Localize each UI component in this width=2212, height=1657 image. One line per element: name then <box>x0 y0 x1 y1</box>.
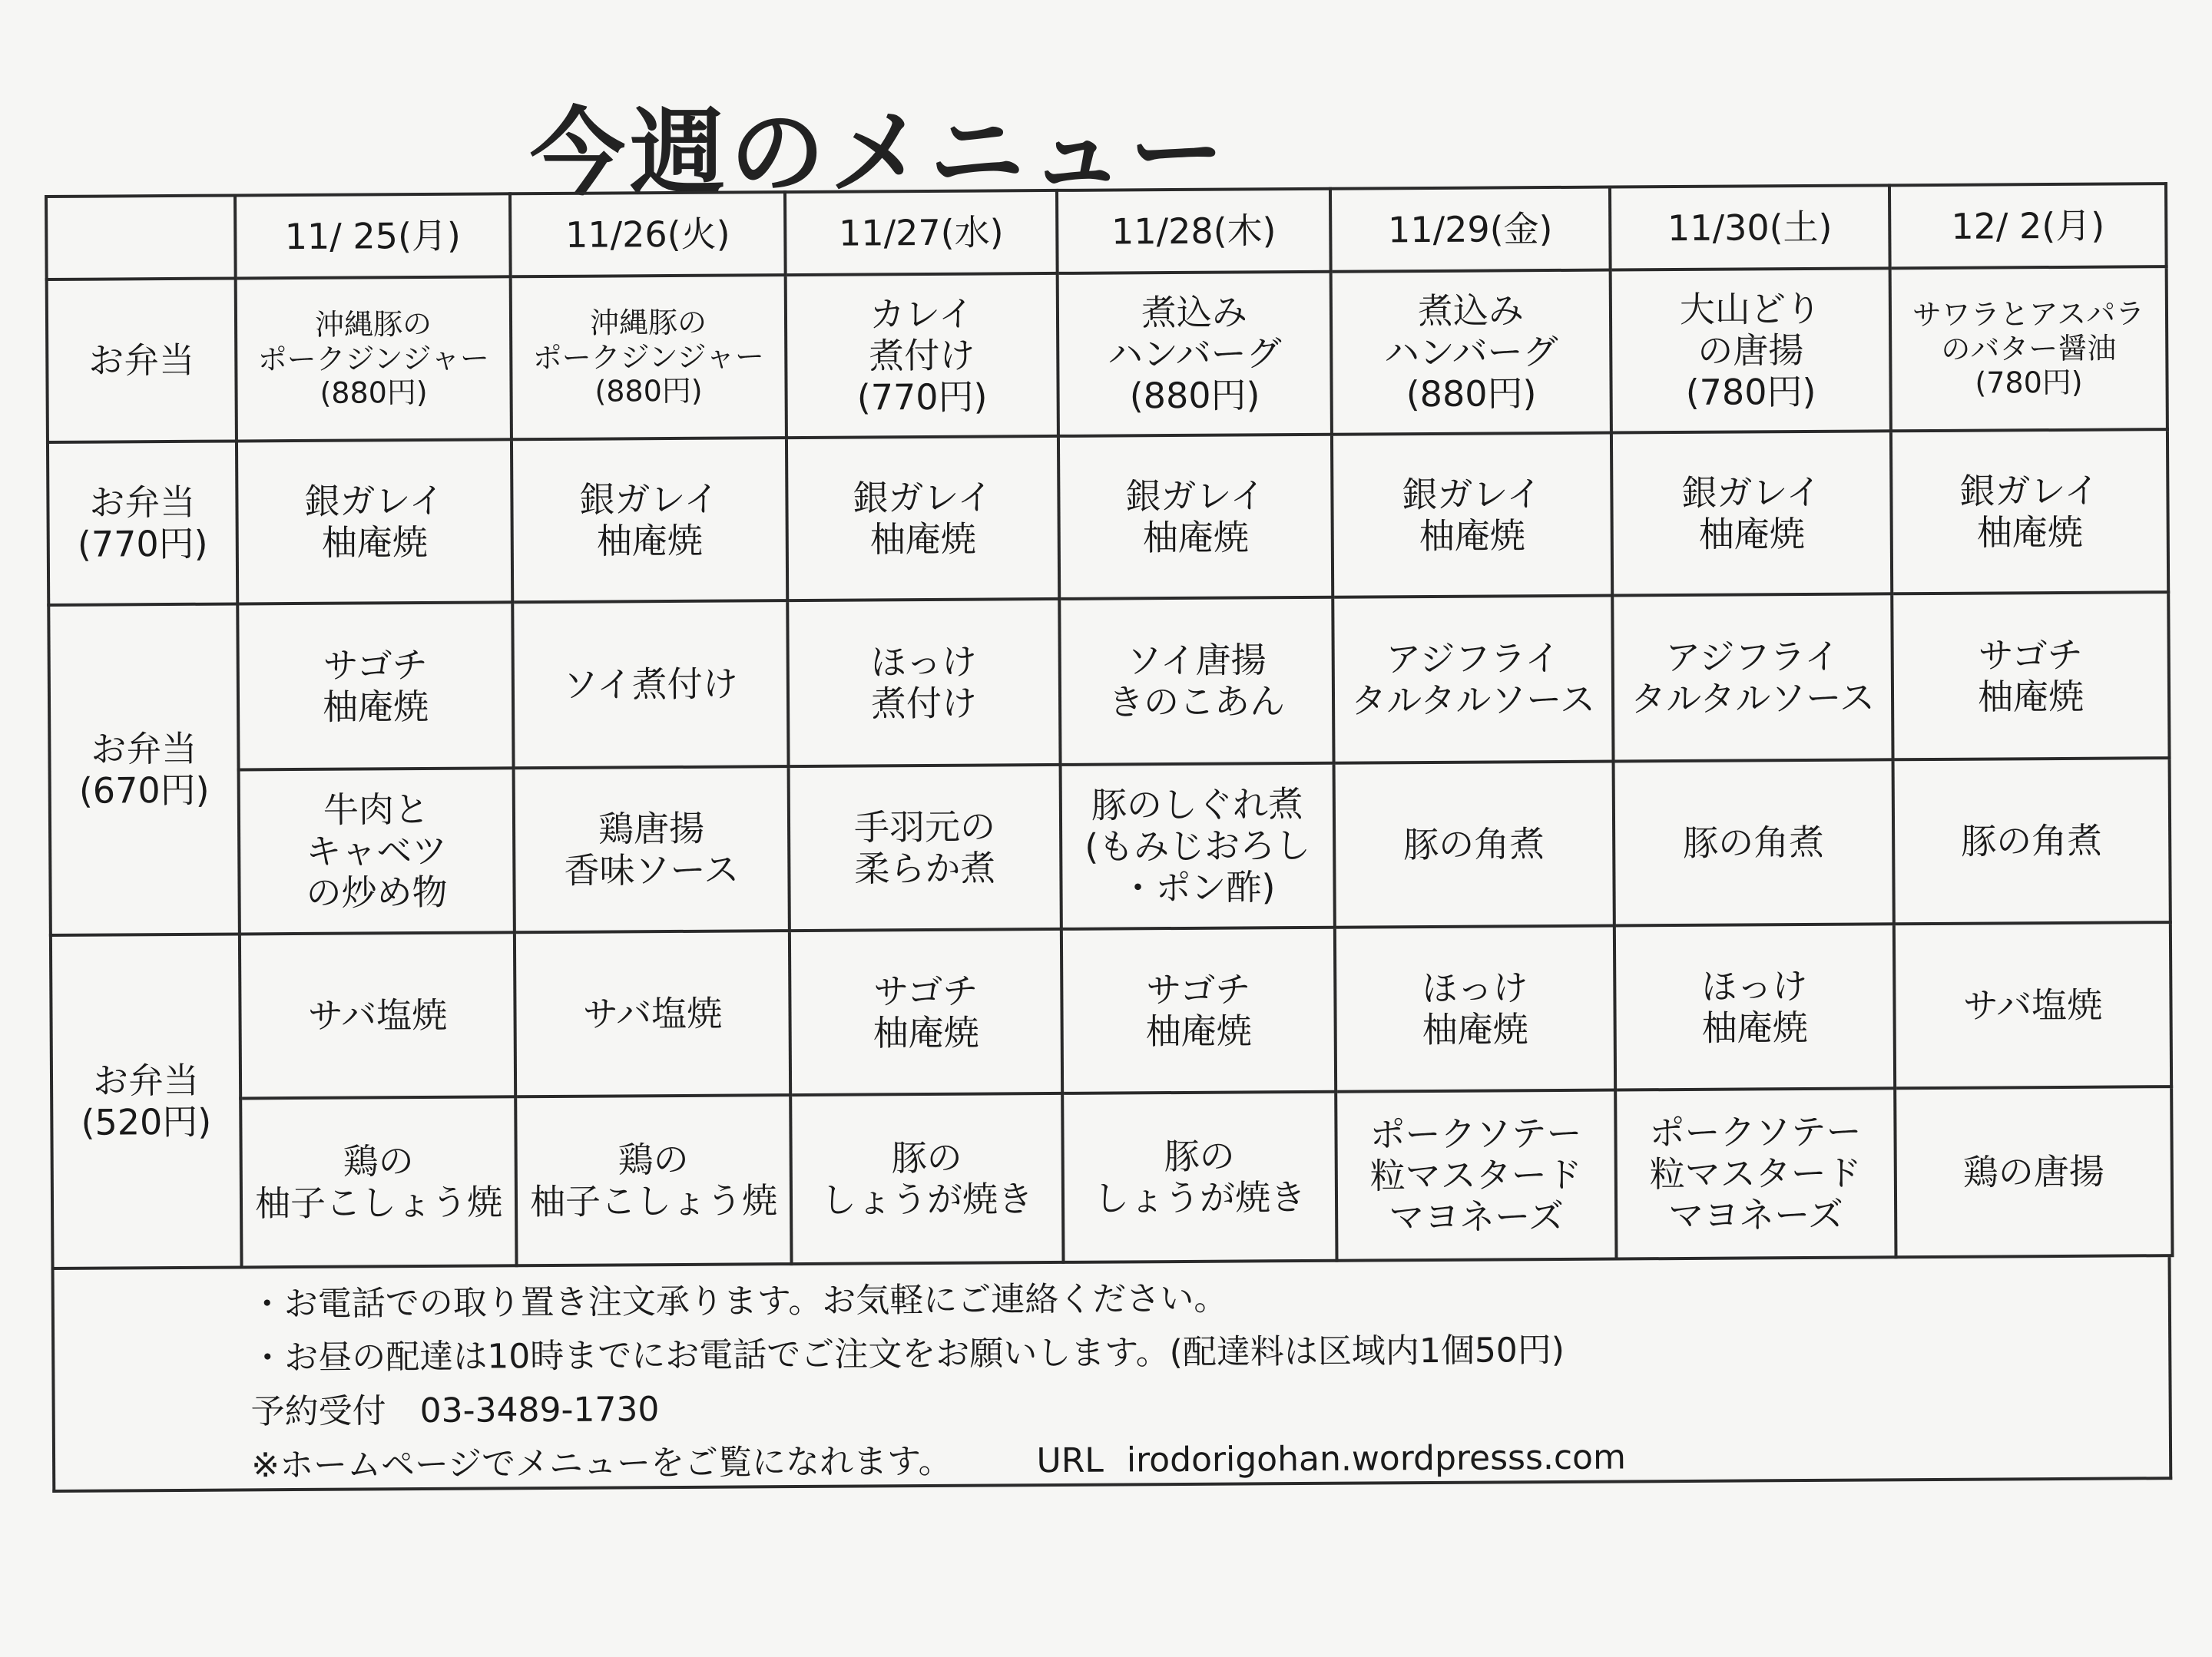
menu-item: 銀ガレイ 柚庵焼 <box>1332 433 1612 597</box>
menu-item: サバ塩焼 <box>240 932 515 1098</box>
menu-item: 銀ガレイ 柚庵焼 <box>512 438 787 602</box>
menu-item: サゴチ 柚庵焼 <box>790 929 1062 1095</box>
menu-item: 銀ガレイ 柚庵焼 <box>786 436 1059 600</box>
menu-item: サワラとアスパラ のバター醤油 (780円) <box>1890 266 2167 431</box>
date-header: 11/30(土) <box>1610 185 1890 270</box>
category-label: お弁当 (770円) <box>48 441 237 604</box>
category-label: お弁当 (670円) <box>48 604 240 934</box>
date-header: 11/29(金) <box>1330 187 1611 272</box>
menu-table <box>45 182 2174 1270</box>
menu-item: 沖縄豚の ポークジンジャー (880円) <box>511 275 786 439</box>
menu-item: サゴチ 柚庵焼 <box>237 602 513 769</box>
menu-item: 銀ガレイ 柚庵焼 <box>237 439 512 604</box>
menu-item: ポークソテー 粒マスタード マヨネーズ <box>1615 1088 1896 1258</box>
menu-item: 手羽元の 柔らか煮 <box>789 765 1061 931</box>
menu-item: 豚の しょうが焼き <box>1062 1092 1336 1262</box>
date-header: 11/28(木) <box>1057 189 1331 273</box>
menu-item: サゴチ 柚庵焼 <box>1061 928 1336 1093</box>
reservation-phone: 予約受付 03-3489-1730 <box>250 1390 660 1432</box>
menu-item: 煮込み ハンバーグ (880円) <box>1058 272 1332 436</box>
menu-item: 豚のしぐれ煮 (もみじおろし ・ポン酢) <box>1061 763 1335 929</box>
menu-item: 豚の角煮 <box>1614 759 1894 925</box>
menu-item: 豚の しょうが焼き <box>790 1093 1063 1264</box>
menu-item: ソイ煮付け <box>512 600 788 768</box>
url-label: URL <box>1036 1440 1104 1481</box>
menu-item: 豚の角煮 <box>1893 758 2171 924</box>
menu-item: 鶏の 柚子こしょう焼 <box>240 1096 516 1267</box>
page-title: 今週のメニュー <box>530 98 1230 209</box>
menu-item: ほっけ 柚庵焼 <box>1335 926 1615 1092</box>
menu-row <box>48 592 2169 771</box>
note-line: ・お電話での取り置き注文承ります。お気軽にご連絡ください。 <box>250 1278 1228 1325</box>
homepage-note <box>251 1427 2169 1493</box>
menu-row <box>51 922 2171 1100</box>
menu-item: 銀ガレイ 柚庵焼 <box>1891 429 2168 594</box>
menu-row <box>50 758 2171 935</box>
menu-item: 大山どり の唐揚 (780円) <box>1611 268 1891 432</box>
menu-item: 豚の角煮 <box>1334 762 1614 928</box>
date-header: 11/ 25(月) <box>235 193 511 278</box>
menu-item: 煮込み ハンバーグ (880円) <box>1331 270 1611 435</box>
menu-sheet <box>45 182 2172 1493</box>
category-label: お弁当 (520円) <box>51 934 242 1268</box>
menu-item: 沖縄豚の ポークジンジャー (880円) <box>236 276 512 441</box>
menu-row <box>47 266 2167 442</box>
category-label: お弁当 <box>47 278 237 442</box>
menu-item: 牛肉と キャベツ の炒め物 <box>239 768 515 934</box>
menu-item: アジフライ タルタルソース <box>1333 596 1613 763</box>
date-header: 12/ 2(月) <box>1889 184 2167 268</box>
menu-item: ほっけ 煮付け <box>787 599 1060 766</box>
menu-item: ポークソテー 粒マスタード マヨネーズ <box>1336 1090 1616 1261</box>
date-header: 11/27(水) <box>785 190 1058 275</box>
menu-item: 銀ガレイ 柚庵焼 <box>1058 435 1333 599</box>
menu-item: ほっけ 柚庵焼 <box>1614 924 1895 1090</box>
menu-item: 鶏の 柚子こしょう焼 <box>515 1095 791 1265</box>
date-header-row <box>46 184 2167 279</box>
menu-row <box>48 429 2168 605</box>
homepage-text: ※ホームページでメニューをご覧になれます。 <box>250 1441 952 1486</box>
corner-cell <box>46 195 236 279</box>
menu-item: サバ塩焼 <box>1894 922 2171 1088</box>
date-header: 11/26(火) <box>510 192 786 276</box>
menu-item: サゴチ 柚庵焼 <box>1892 592 2169 759</box>
menu-item: アジフライ タルタルソース <box>1612 594 1892 761</box>
menu-item: カレイ 煮付け (770円) <box>786 273 1058 438</box>
notes-section <box>51 1257 2173 1493</box>
note-line: ・お昼の配達は10時までにお電話でご注文をお願いします。(配達料は区域内1個50円) <box>250 1330 1565 1378</box>
menu-item: 鶏の唐揚 <box>1895 1086 2172 1257</box>
url-link[interactable]: irodorigohan.wordpresss.com <box>1126 1437 1627 1480</box>
menu-item: 鶏唐揚 香味ソース <box>514 766 790 932</box>
menu-item: サバ塩焼 <box>515 931 790 1096</box>
menu-item: 銀ガレイ 柚庵焼 <box>1611 431 1892 595</box>
menu-row <box>51 1086 2172 1268</box>
menu-item: ソイ唐揚 きのこあん <box>1059 597 1333 765</box>
